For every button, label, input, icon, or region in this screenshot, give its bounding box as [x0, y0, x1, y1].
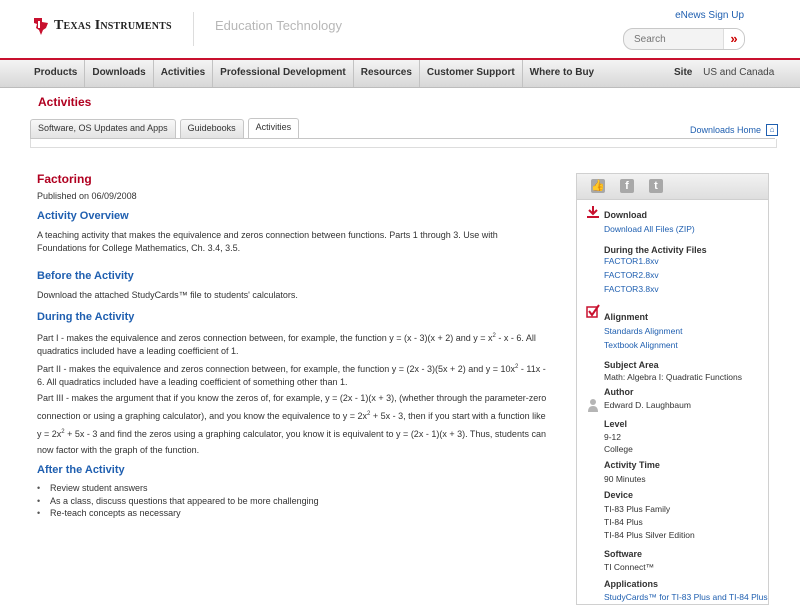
activity-title: Factoring: [37, 172, 92, 186]
textbook-alignment-link[interactable]: Textbook Alignment: [604, 340, 678, 350]
nav-item-resources[interactable]: Resources: [354, 60, 420, 87]
list-item: • As a class, discuss questions that appeared to be more challenging: [37, 495, 547, 508]
search-input[interactable]: [632, 31, 724, 47]
share-bar: [577, 174, 768, 200]
nav-item-customer-support[interactable]: Customer Support: [420, 60, 523, 87]
file-link-factor1[interactable]: FACTOR1.8xv: [604, 256, 659, 266]
after-list: [37, 482, 547, 520]
level-value-2: College: [604, 444, 633, 454]
applications-link[interactable]: StudyCards™ for TI-83 Plus and TI-84 Plus: [604, 592, 768, 602]
tab-bar: [30, 119, 303, 139]
overview-heading: Activity Overview: [37, 210, 129, 222]
downloads-home-link[interactable]: [690, 124, 778, 136]
author-heading: Author: [604, 387, 634, 397]
during-files-heading: During the Activity Files: [604, 245, 707, 255]
nav-item-activities[interactable]: Activities: [154, 60, 213, 87]
tab-activities[interactable]: Activities: [248, 118, 300, 138]
tab-panel: [30, 139, 777, 148]
home-icon: ⌂: [766, 124, 778, 136]
file-link-factor2[interactable]: FACTOR2.8xv: [604, 270, 659, 280]
enews-signup-link[interactable]: eNews Sign Up: [675, 10, 744, 21]
during-part-1: Part I - makes the equivalence and zeros connection between, for example, the function y = (x - 3)(x + 2) and $y = x^2 - x - 6$. All quadratics included have a leading coefficient of 1.: [37, 333, 536, 356]
tab-software-updates[interactable]: Software, OS Updates and Apps: [30, 119, 176, 138]
facebook-icon[interactable]: f: [620, 179, 634, 193]
nav-item-products[interactable]: Products: [27, 60, 85, 87]
before-text: Download the attached StudyCards™ file to students' calculators.: [37, 290, 298, 300]
site-selector[interactable]: [674, 60, 774, 86]
like-icon[interactable]: 👍: [591, 180, 605, 192]
standards-alignment-link[interactable]: Standards Alignment: [604, 326, 683, 336]
level-value-1: 9-12: [604, 432, 622, 442]
after-heading: After the Activity: [37, 464, 125, 476]
list-item: • Review student answers: [37, 482, 547, 495]
page-title: Activities: [38, 95, 92, 109]
alignment-heading: Alignment: [604, 312, 648, 322]
activity-time-heading: Activity Time: [604, 460, 660, 470]
activity-time-value: 90 Minutes: [604, 474, 646, 484]
software-heading: Software: [604, 549, 643, 559]
search-button[interactable]: »: [723, 29, 744, 49]
before-heading: Before the Activity: [37, 270, 134, 282]
downloads-home-label: Downloads Home: [690, 125, 762, 135]
download-all-link[interactable]: Download All Files (ZIP): [604, 224, 695, 234]
search-box: [623, 28, 745, 50]
software-value: TI Connect™: [604, 562, 655, 572]
site-header: [0, 0, 800, 58]
during-part-2: Part II - makes the equivalence and zeros connection between, for example, the function y = (2x - 3)(5x + 2) and $y = 10x^2 - 11x - 6$. All quadratics included have a leading coefficient of something other than 1.: [37, 364, 546, 387]
overview-text: A teaching activity that makes the equivalence and zeros connection between functions. Parts 1 through 3. Use with Foundations for College Mathematics, Ch. 3.4, 3.5.: [37, 230, 498, 253]
ti-logo[interactable]: [33, 16, 172, 36]
subject-value: Math: Algebra I: Quadratic Functions: [604, 372, 742, 382]
file-link-factor3[interactable]: FACTOR3.8xv: [604, 284, 659, 294]
author-icon: [586, 397, 600, 413]
texas-logo-icon: [33, 16, 49, 36]
header-divider: [193, 12, 194, 46]
activity-sidebar: [576, 173, 769, 605]
site-label: Site: [674, 67, 693, 78]
nav-item-downloads[interactable]: Downloads: [85, 60, 153, 87]
device-heading: Device: [604, 490, 634, 500]
device-value-2: TI-84 Plus: [604, 517, 643, 527]
nav-item-where-to-buy[interactable]: Where to Buy: [529, 67, 595, 78]
during-heading: During the Activity: [37, 311, 135, 323]
tagline: Education Technology: [215, 18, 342, 33]
applications-heading: Applications: [604, 579, 659, 589]
subject-heading: Subject Area: [604, 360, 659, 370]
main-nav: [0, 58, 800, 88]
during-part-3: Part III - makes the argument that if you know the zeros of, for example, y = (2x - 1)(x + 3), (whether through the parameter-zero connection or using a graphing calculator), and you know the equivalence to $y = 2x^2 + 5x - 3$, then if you start with a function like $y = 2x^2 + 5x - 3$ and find the zeros using a graphing calculator, you know it is equivalent to y = (2x - 1)(x + 3). Thus, students can now factor with the graph of the function.: [37, 393, 547, 455]
nav-item-professional-development[interactable]: Professional Development: [213, 60, 354, 87]
device-value-3: TI-84 Plus Silver Edition: [604, 530, 695, 540]
list-item: • Re-teach concepts as necessary: [37, 507, 547, 520]
device-value-1: TI-83 Plus Family: [604, 504, 671, 514]
author-value: Edward D. Laughbaum: [604, 400, 691, 410]
download-icon: [586, 205, 600, 219]
download-heading: Download: [604, 210, 647, 220]
published-date: Published on 06/09/2008: [37, 191, 137, 201]
twitter-icon[interactable]: t: [649, 179, 663, 193]
tab-guidebooks[interactable]: Guidebooks: [180, 119, 244, 138]
level-heading: Level: [604, 419, 628, 429]
site-value: US and Canada: [703, 67, 775, 78]
checkbox-icon: [586, 304, 600, 318]
logo-text: Texas Instruments: [54, 18, 172, 33]
activity-content: [37, 172, 547, 520]
